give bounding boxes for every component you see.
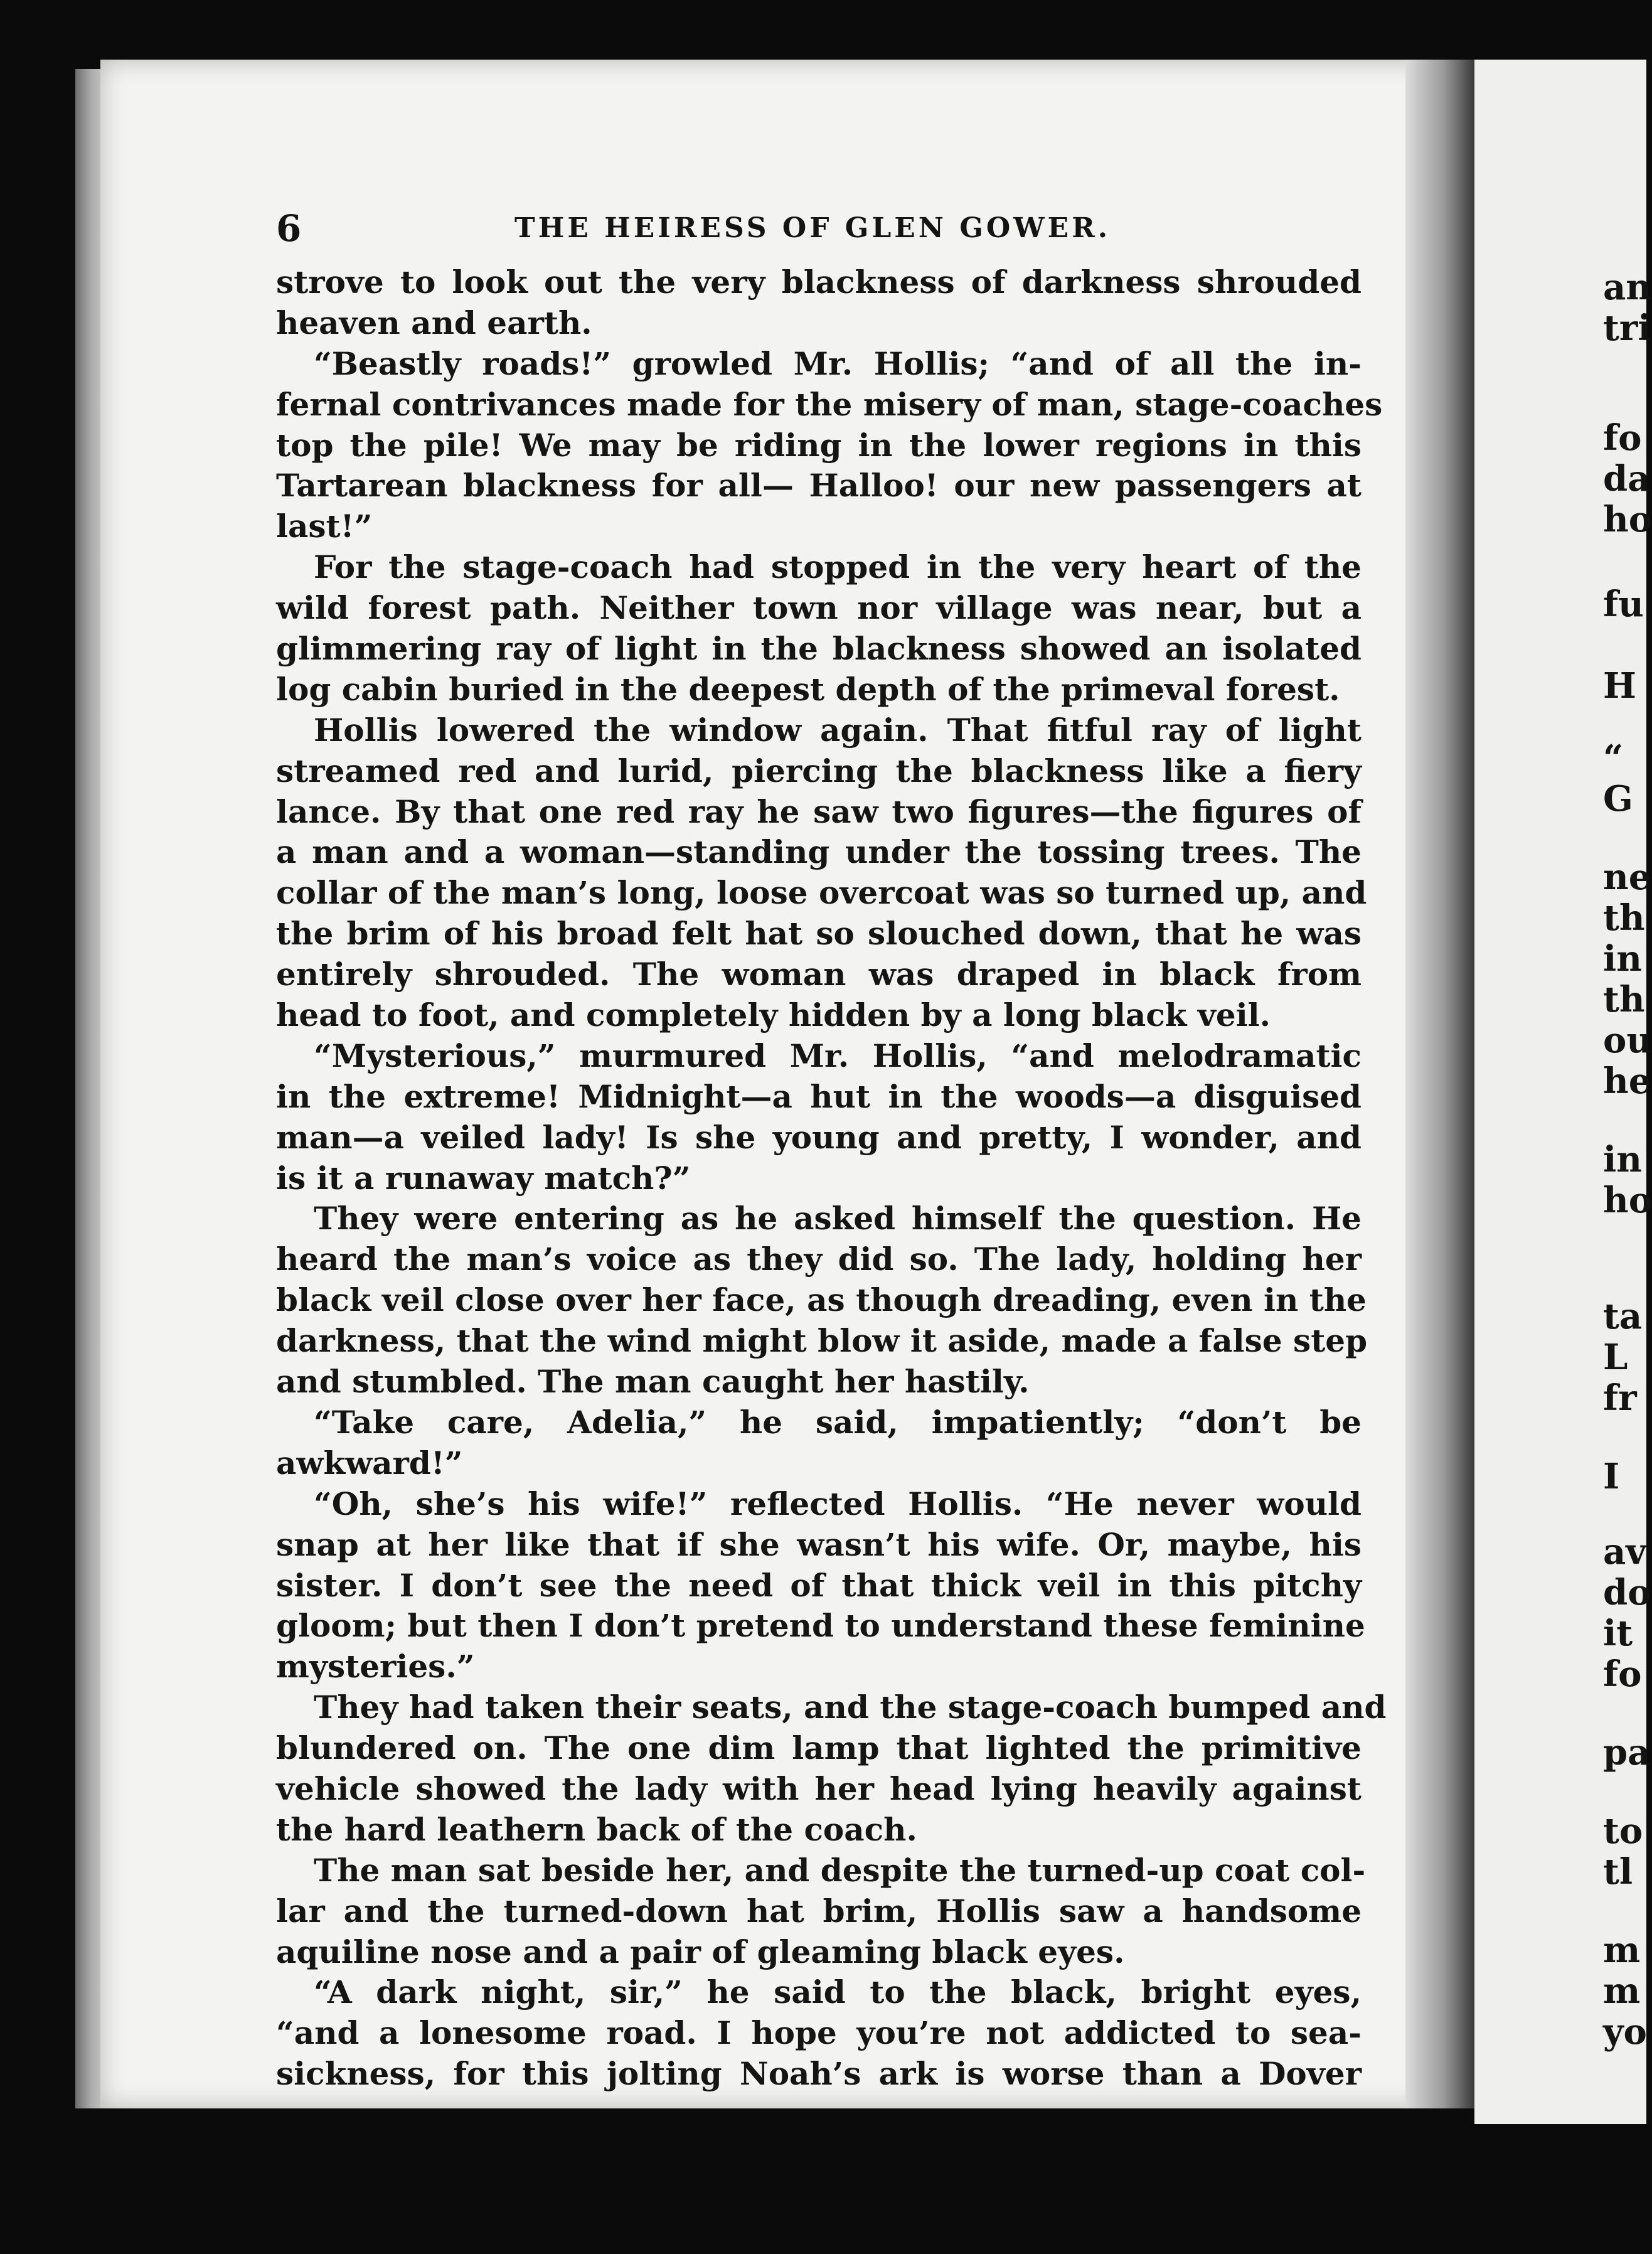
facing-page-fragment: ho [1603,499,1652,540]
facing-page-fragment: L [1603,1337,1628,1378]
text-line: “and a lonesome road. I hope you’re not addicted to sea- [276,2014,1362,2052]
text-line: fernal contrivances made for the misery of man, stage-coaches [276,385,1383,423]
facing-page-fragment: ta [1603,1296,1643,1337]
facing-page-fragment: tl [1603,1851,1633,1893]
text-line: sickness, for this jolting Noah’s ark is worse than a Dover [276,2055,1362,2093]
text-line: log cabin buried in the deepest depth of the primeval forest. [276,670,1340,708]
facing-page-fragment: G [1603,778,1633,820]
text-line: The man sat beside her, and despite the turned-up coat col- [314,1851,1366,1889]
facing-page-fragment: it [1603,1613,1633,1654]
facing-page-fragment: th [1603,979,1645,1020]
text-line: entirely shrouded. The woman was draped in black from [276,956,1362,993]
text-line: They had taken their seats, and the stage-coach bumped and [314,1689,1387,1726]
text-line: man—a veiled lady! Is she young and pretty, I wonder, and [276,1118,1362,1156]
text-line: They were entering as he asked himself the question. He [314,1200,1362,1237]
text-line: gloom; but then I don’t pretend to understand these feminine [276,1607,1365,1645]
text-line: “Oh, she’s his wife!” reflected Hollis. “He never would [314,1485,1362,1522]
facing-page-fragment: m [1603,1970,1641,2012]
facing-page-fragment: tri [1603,307,1651,349]
text-line: last!” [276,508,373,545]
text-line: “Take care, Adelia,” he said, impatiently; “don’t be [314,1403,1362,1441]
text-line: lar and the turned-down hat brim, Hollis saw a handsome [276,1892,1362,1930]
text-line: glimmering ray of light in the blackness showed an isolated [276,630,1362,668]
facing-page-fragment: to [1603,1810,1643,1852]
text-line: strove to look out the very blackness of darkness shrouded [276,264,1362,301]
text-line: a man and a woman—standing under the tossing trees. The [276,833,1362,871]
page-header [276,207,1362,257]
text-line: the hard leathern back of the coach. [276,1810,917,1848]
facing-page-fragment: fo [1603,417,1642,459]
facing-page-fragment: he [1603,1060,1651,1102]
text-line: darkness, that the wind might blow it aside, made a false step [276,1322,1368,1360]
text-line: “Mysterious,” murmured Mr. Hollis, “and melodramatic [314,1037,1362,1074]
page-number: 6 [276,207,302,250]
facing-page-fragment: “ [1603,737,1624,779]
facing-page-fragment: ou [1603,1020,1652,1061]
facing-page-fragment: ne [1603,857,1651,898]
facing-page-fragment: th [1603,897,1645,939]
text-line: top the pile! We may be riding in the lower regions in this [276,426,1362,464]
text-line: snap at her like that if she wasn’t his wife. Or, maybe, his [276,1525,1362,1563]
text-line: is it a runaway match?” [276,1159,691,1197]
text-line: in the extreme! Midnight—a hut in the woods—a disguised [276,1077,1362,1115]
text-line: For the stage-coach had stopped in the very heart of the [314,548,1362,586]
text-line: mysteries.” [276,1648,475,1685]
text-line: aquiline nose and a pair of gleaming black eyes. [276,1933,1125,1970]
text-line: “A dark night, sir,” he said to the black, bright eyes, [314,1974,1362,2011]
facing-page-fragment: av [1603,1531,1646,1573]
text-line: “Beastly roads!” growled Mr. Hollis; “and of all the in- [314,345,1362,382]
facing-page-fragment: da [1603,458,1651,499]
facing-page-fragment: an [1603,267,1651,308]
facing-page-fragment: pa [1603,1732,1651,1773]
facing-page-fragment: yo [1603,2011,1647,2053]
text-line: collar of the man’s long, loose overcoat was so turned up, and [276,874,1367,912]
text-line: sister. I don’t see the need of that thick veil in this pitchy [276,1566,1362,1604]
text-line: awkward!” [276,1444,463,1482]
facing-page-fragment: I [1603,1456,1620,1497]
text-line: wild forest path. Neither town nor village was near, but a [276,589,1362,627]
text-line: blundered on. The one dim lamp that lighted the primitive [276,1729,1362,1767]
facing-page-fragment: m [1603,1930,1641,1971]
page-body-text [276,262,1387,2095]
text-line: black veil close over her face, as though dreading, even in the [276,1281,1367,1319]
text-line: heard the man’s voice as they did so. The lady, holding her [276,1241,1362,1278]
facing-page-fragment: in [1603,1139,1642,1180]
facing-page-fragment: fo [1603,1653,1642,1695]
page-gutter [1405,60,1474,2108]
text-line: streamed red and lurid, piercing the blackness like a fiery [276,752,1362,789]
facing-page-fragment: ho [1603,1180,1652,1221]
facing-page-fragment: H [1603,665,1636,707]
text-line: heaven and earth. [276,304,592,341]
facing-page-fragment: fu [1603,584,1644,625]
text-line: lance. By that one red ray he saw two figures—the figures of [276,793,1362,830]
text-line: head to foot, and completely hidden by a long black veil. [276,996,1271,1034]
text-line: Tartarean blackness for all— Halloo! our new passengers at [276,467,1362,505]
facing-page-fragment: fr [1603,1377,1637,1419]
text-line: vehicle showed the lady with her head lying heavily against [276,1770,1362,1807]
text-line: the brim of his broad felt hat so slouched down, that he was [276,915,1362,953]
facing-page-fragment: in [1603,938,1642,980]
text-line: Hollis lowered the window again. That fitful ray of light [314,711,1362,749]
facing-page-fragment: do [1603,1572,1651,1613]
running-title: THE HEIRESS OF GLEN GOWER. [514,212,1111,244]
text-line: and stumbled. The man caught her hastily. [276,1363,1030,1401]
